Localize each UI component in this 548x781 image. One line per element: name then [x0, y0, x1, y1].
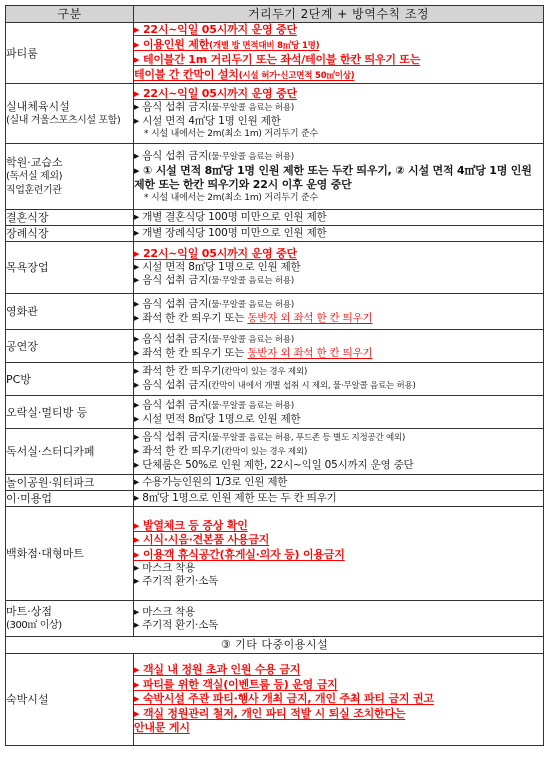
- rule-line: [134, 379, 543, 393]
- rule-note: (칸막이 있는 경우 제외): [221, 447, 308, 457]
- rules-cell: [134, 601, 544, 637]
- rule-text: ▸ 시식·시음·견본품 사용금지: [134, 533, 270, 547]
- facility-name-cell: [6, 429, 134, 475]
- rule-line: [134, 562, 543, 575]
- rule-text: ▸ 22시~익일 05시까지 운영 중단: [134, 246, 297, 260]
- rule-line: [134, 261, 543, 274]
- rule-note: (물·무알콜 음료는 허용, 푸드존 등 별도 지정공간 예외): [208, 433, 406, 443]
- rule-text: * 시설 내에서는 2m(최소 1m) 거리두기 준수: [144, 129, 318, 140]
- rule-text: ▸ 22시~익일 05시까지 운영 중단: [134, 86, 297, 100]
- rules-cell: [134, 330, 544, 363]
- header-rules: 거리두기 2단계 + 방역수칙 조정: [134, 6, 544, 23]
- rules-cell: [134, 654, 544, 746]
- facility-name-cell: [6, 396, 134, 429]
- rule-line: [134, 23, 543, 38]
- rules-cell: [134, 210, 544, 226]
- table-row: [6, 226, 544, 242]
- rule-text: ▸ 수용가능인원의 1/3로 인원 제한: [134, 476, 288, 488]
- table-row: [6, 429, 544, 475]
- rule-text: ▸ 음식 섭취 금지: [134, 298, 209, 310]
- facility-name: 독서실·스터디카페: [6, 445, 95, 458]
- rules-cell: [134, 294, 544, 330]
- rule-line: [134, 53, 543, 68]
- rule-note: (물·무알콜 음료는 허용): [208, 103, 294, 114]
- rule-line: [134, 678, 543, 693]
- rule-line: [134, 365, 543, 379]
- rule-note: (물·무알콜 음료는 허용): [208, 276, 294, 287]
- table-row: [6, 601, 544, 637]
- rule-line: [134, 333, 543, 347]
- rule-text: ▸ 8㎡당 1명으로 인원 제한 또는 두 칸 띄우기: [134, 492, 337, 504]
- rule-text: ▸ 개별 장례식당 100명 미만으로 인원 제한: [134, 227, 327, 239]
- table-row: [6, 210, 544, 226]
- table-header-row: [6, 6, 544, 23]
- rule-line: [134, 707, 543, 722]
- rule-text: ▸ 주기적 환기·소독: [134, 575, 219, 588]
- rule-text: ▸ 음식 섭취 금지: [134, 274, 209, 287]
- rule-text: ▸ 발열체크 등 증상 확인: [134, 518, 248, 532]
- rules-cell: [134, 144, 544, 210]
- facility-name: 백화점·대형마트: [6, 547, 84, 560]
- facility-rows: [6, 23, 544, 637]
- facility-name: 이·미용업: [6, 492, 53, 505]
- rule-text: ▸ 좌석 한 칸 띄우기: [134, 445, 222, 457]
- rules-cell: [134, 23, 544, 84]
- facility-subtitle: (300㎡ 이상): [6, 620, 62, 631]
- rule-highlight: 동반자 외 좌석 한 칸 띄우기: [247, 346, 373, 359]
- rule-line: [134, 164, 543, 192]
- rules-cell: [134, 84, 544, 144]
- rule-line: [134, 227, 543, 240]
- rule-note: (물·무알콜 음료는 허용): [208, 334, 294, 345]
- rule-line: [134, 619, 543, 632]
- table-row: [6, 84, 544, 144]
- facility-name: 영화관: [6, 305, 38, 318]
- rule-text: ▸ 시설 면적 8㎡당 1명으로 인원 제한: [134, 261, 301, 274]
- table-row: [6, 396, 544, 429]
- rule-line: [134, 87, 543, 102]
- rule-text: ▸ 시설 면적 8㎡당 1명으로 인원 제한: [134, 412, 301, 425]
- table-row: [6, 144, 544, 210]
- rule-text: 테이블 간 칸막이 설치: [134, 67, 239, 81]
- table-row: [6, 330, 544, 363]
- facility-name: 공연장: [6, 339, 38, 353]
- section-row-other: [6, 637, 544, 654]
- quarantine-rules-table: [5, 5, 544, 746]
- rule-line: [134, 298, 543, 312]
- rule-text: ▸ 음식 섭취 금지: [134, 332, 209, 345]
- table-row: [6, 507, 544, 601]
- rule-line: [134, 663, 543, 678]
- facility-name-cell: [6, 330, 134, 363]
- facility-subtitle: (독서실 제외): [6, 171, 63, 182]
- rule-note: (물·무알콜 음료는 허용): [208, 300, 294, 310]
- rule-text: ▸ 이용인원 제한: [134, 37, 210, 51]
- rule-note: (칸막이 내에서 개별 섭취 시 제외, 물·무알콜 음료는 허용): [208, 381, 416, 391]
- rule-text: ▸ 음식 섭취 금지: [134, 379, 209, 391]
- rule-text: ▸ 객실 정원관리 철저, 개인 파티 적발 시 퇴실 조치한다는: [134, 706, 406, 720]
- facility-name: 장례식장: [6, 227, 49, 240]
- rule-text: ▸ 좌석 한 칸 띄우기 또는: [134, 346, 248, 359]
- facility-name-cell: [6, 23, 134, 84]
- rule-text: ▸ 22시~익일 05시까지 운영 중단: [134, 23, 297, 36]
- facility-name: 오락실·멀티방 등: [6, 405, 88, 419]
- rules-cell: [134, 491, 544, 507]
- facility-name-cell: [6, 210, 134, 226]
- facility-name: 파티룸: [6, 46, 38, 60]
- table-row: [6, 363, 544, 396]
- rule-text: ▸ 좌석 한 칸 띄우기 또는: [134, 312, 248, 324]
- rule-line: [134, 38, 543, 54]
- rule-text: ▸ 음식 섭취 금지: [134, 431, 209, 443]
- rule-line: [134, 492, 543, 505]
- rule-line: [134, 606, 543, 619]
- facility-name-cell: [6, 226, 134, 242]
- rule-line: [134, 721, 543, 736]
- rule-text: ▸ 마스크 착용: [134, 562, 196, 575]
- rule-text: ▸ 개별 결혼식당 100명 미만으로 인원 제한: [134, 211, 327, 223]
- table-row: [6, 654, 544, 746]
- facility-name-cell: [6, 654, 134, 746]
- other-facilities-section: [6, 637, 544, 746]
- facility-name-cell: [6, 144, 134, 210]
- rule-line: [134, 347, 543, 360]
- rule-line: [134, 399, 543, 413]
- rule-line: [134, 445, 543, 459]
- table-row: [6, 242, 544, 294]
- rule-note: (물·무알콜 음료는 허용): [208, 151, 294, 162]
- facility-name: 학원·교습소: [6, 156, 63, 169]
- rule-line: [134, 692, 543, 707]
- rule-highlight: 동반자 외 좌석 한 칸 띄우기: [247, 312, 373, 324]
- rule-text: ▸ 단체룸은 50%로 인원 제한, 22시~익일 05시까지 운영 중단: [134, 459, 414, 471]
- rule-line: [134, 476, 543, 489]
- rule-text: ▸ 파티를 위한 객실(이벤트룸 등) 운영 금지: [134, 677, 338, 691]
- table-row: [6, 491, 544, 507]
- facility-name: 목욕장업: [6, 261, 49, 274]
- rule-text: 안내문 게시: [134, 721, 190, 735]
- rule-line: [134, 128, 543, 140]
- header-category: 구분: [6, 6, 134, 23]
- rule-line: [134, 274, 543, 288]
- facility-name-cell: [6, 242, 134, 294]
- section-title-other: ③ 기타 다중이용시설: [6, 637, 544, 654]
- facility-subtitle-2: 직업훈련기관: [6, 185, 62, 196]
- facility-name-cell: [6, 507, 134, 601]
- facility-name-cell: [6, 363, 134, 396]
- rule-note: (개별 방 면적대비 8㎡당 1명): [209, 40, 320, 51]
- rule-text: ▸ 숙박시설 주관 파티·행사 개최 금지, 개인 주최 파티 금지 권고: [134, 692, 434, 706]
- rules-cell: [134, 396, 544, 429]
- rule-note: (칸막이 있는 경우 제외): [221, 367, 308, 377]
- rule-line: [134, 192, 543, 204]
- rules-cell: [134, 507, 544, 601]
- rule-line: [134, 247, 543, 262]
- rule-text: ▸ 시설 면적 4㎡당 1명 인원 제한: [134, 115, 281, 128]
- rule-line: [134, 431, 543, 445]
- facility-name: 결혼식장: [6, 211, 49, 224]
- rule-line: [134, 575, 543, 588]
- rule-line: [134, 211, 543, 224]
- rules-cell: [134, 475, 544, 491]
- rule-line: [134, 101, 543, 115]
- rule-text: ▸ 음식 섭취 금지: [134, 398, 209, 411]
- rule-line: [134, 312, 543, 325]
- table-row: [6, 475, 544, 491]
- facility-name: 실내체육시설: [6, 100, 70, 113]
- rule-note: (물·무알콜 음료는 허용): [208, 400, 294, 411]
- rule-text: ▸ 마스크 착용: [134, 605, 196, 618]
- facility-name-cell: [6, 84, 134, 144]
- rule-line: [134, 519, 543, 534]
- facility-name-cell: [6, 475, 134, 491]
- facility-name: PC방: [6, 372, 31, 386]
- facility-name: 놀이공원·워터파크: [6, 476, 95, 489]
- rules-cell: [134, 429, 544, 475]
- rule-line: [134, 68, 543, 84]
- rule-text: ▸ ① 시설 면적 8㎡당 1명 인원 제한 또는 두칸 띄우기, ② 시설 면적 4㎡당 1명 인원 제한 또는 한칸 띄우기와 22시 이후 운영 중단: [134, 163, 532, 191]
- facility-name-cell: [6, 491, 134, 507]
- rule-line: [134, 548, 543, 563]
- rule-line: [134, 150, 543, 164]
- rules-cell: [134, 242, 544, 294]
- rules-cell: [134, 363, 544, 396]
- facility-name-cell: [6, 294, 134, 330]
- rules-cell: [134, 226, 544, 242]
- rule-text: ▸ 객실 내 정원 초과 인원 수용 금지: [134, 663, 301, 677]
- rule-text: ▸ 이용객 휴식공간(휴게실·의자 등) 이용금지: [134, 547, 345, 561]
- facility-name-cell: [6, 601, 134, 637]
- rule-line: [134, 413, 543, 426]
- facility-name: 마트·상점: [6, 605, 53, 618]
- rule-line: [134, 459, 543, 472]
- rule-line: [134, 533, 543, 548]
- rule-note: (시설 허가·신고면적 50㎡이상): [238, 70, 355, 81]
- rule-text: ▸ 테이블간 1m 거리두기 또는 좌석/테이블 한칸 띄우기 또는: [134, 53, 421, 66]
- facility-subtitle: (실내 겨울스포츠시설 포함): [6, 115, 121, 126]
- rule-text: ▸ 음식 섭취 금지: [134, 101, 209, 114]
- rule-text: ▸ 음식 섭취 금지: [134, 149, 209, 162]
- rule-text: * 시설 내에서는 2m(최소 1m) 거리두기 준수: [144, 192, 318, 203]
- facility-name: 숙박시설: [6, 693, 49, 706]
- table-row: [6, 294, 544, 330]
- rule-text: ▸ 좌석 한 칸 띄우기: [134, 365, 222, 377]
- table-row: [6, 23, 544, 84]
- rule-line: [134, 115, 543, 128]
- rule-text: ▸ 주기적 환기·소독: [134, 618, 219, 631]
